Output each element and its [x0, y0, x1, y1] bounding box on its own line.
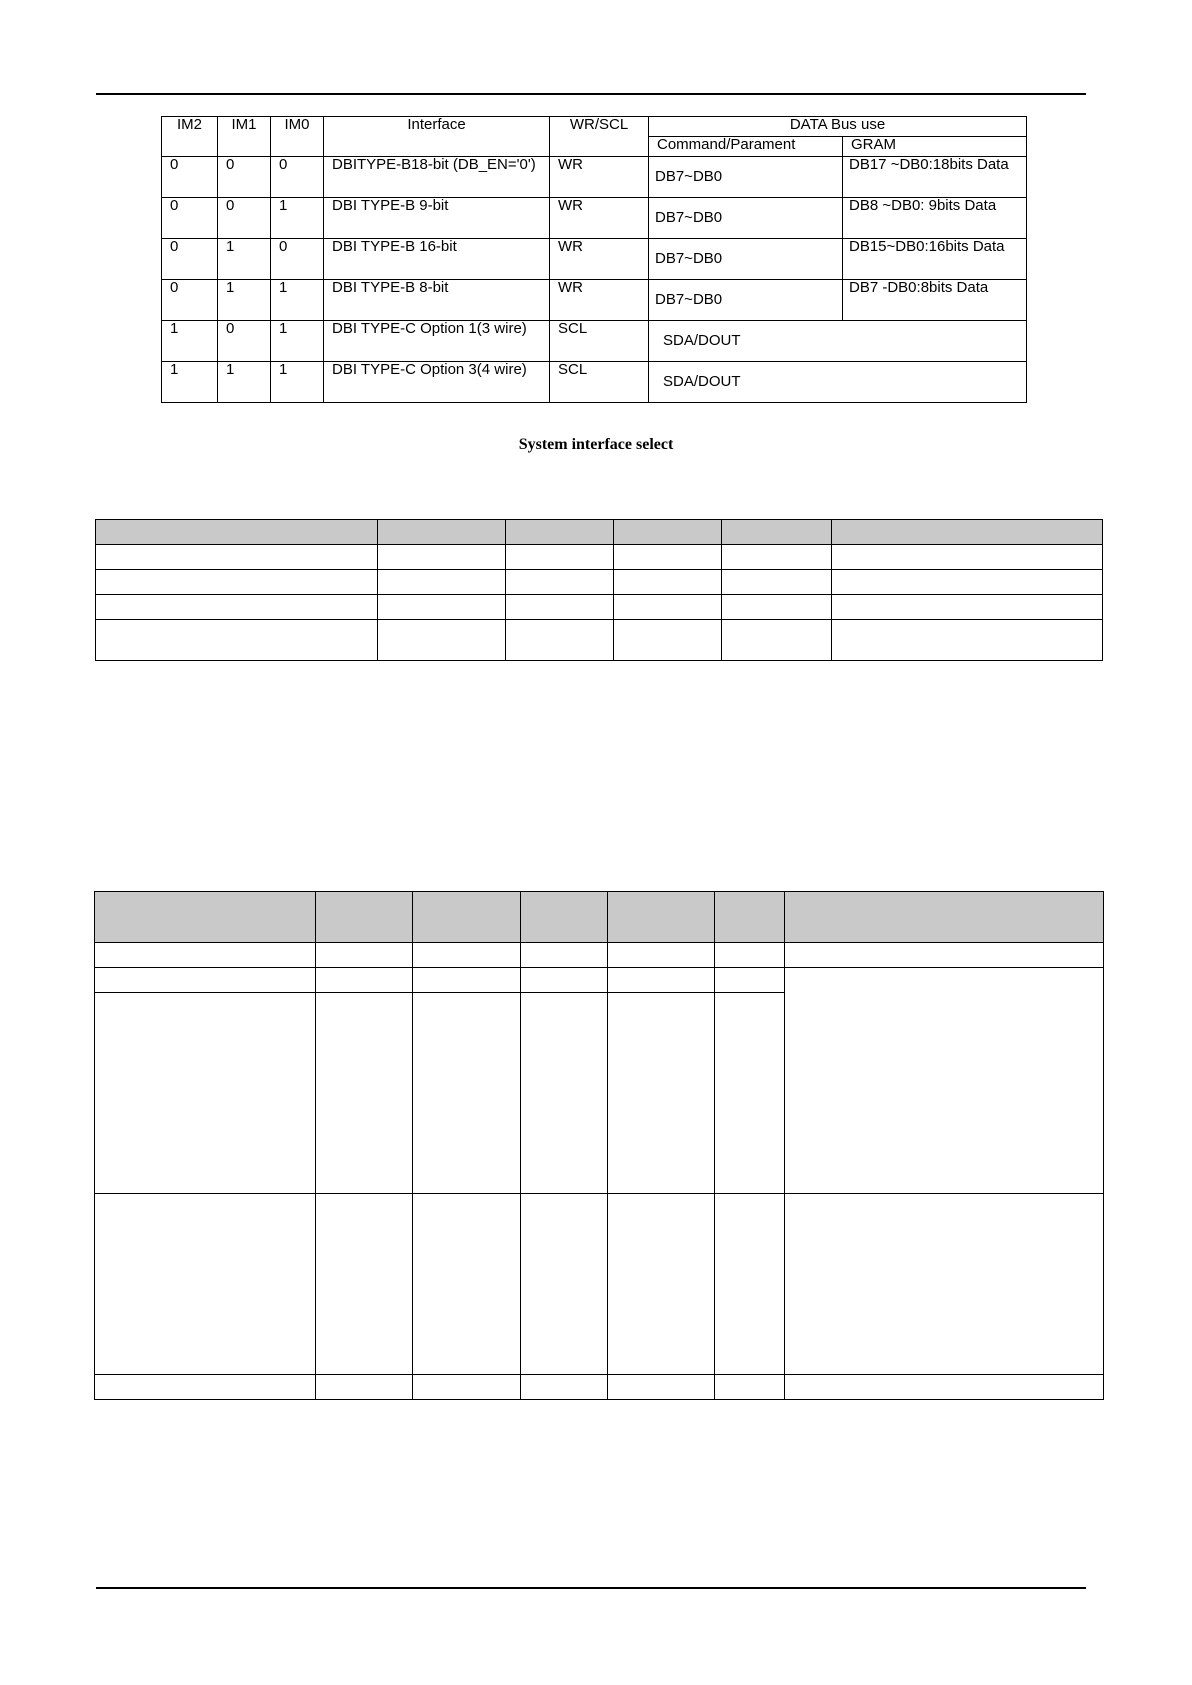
cell-wr-scl: WR — [550, 280, 649, 321]
empty-table-b — [94, 891, 1104, 1400]
table-row — [162, 198, 1027, 239]
cell-im0: 1 — [271, 362, 324, 403]
cell-im0: 1 — [271, 321, 324, 362]
cell-gram: DB17 ~DB0:18bits Data — [843, 157, 1027, 198]
header-data-bus-use: DATA Bus use — [649, 117, 1027, 137]
cell-command: DB7~DB0 — [649, 239, 843, 280]
table-row — [162, 321, 1027, 362]
cell-im2: 0 — [162, 157, 218, 198]
header-im0: IM0 — [271, 117, 324, 157]
cell-im0: 0 — [271, 239, 324, 280]
table-caption: System interface select — [518, 436, 674, 453]
cell-im2: 0 — [162, 239, 218, 280]
cell-im2: 0 — [162, 198, 218, 239]
header-wr-scl: WR/SCL — [550, 117, 649, 157]
cell-wr-scl: WR — [550, 198, 649, 239]
table-header-row — [95, 892, 1104, 943]
table-row — [95, 968, 1104, 993]
cell-gram: DB8 ~DB0: 9bits Data — [843, 198, 1027, 239]
cell-command: DB7~DB0 — [649, 157, 843, 198]
table-row — [95, 1375, 1104, 1400]
cell-wr-scl: SCL — [550, 362, 649, 403]
header-im2: IM2 — [162, 117, 218, 157]
cell-wr-scl: WR — [550, 239, 649, 280]
cell-interface: DBI TYPE-C Option 3(4 wire) — [324, 362, 550, 403]
cell-im0: 0 — [271, 157, 324, 198]
cell-interface: DBI TYPE-B 9-bit — [324, 198, 550, 239]
cell-wr-scl: WR — [550, 157, 649, 198]
table-row — [162, 362, 1027, 403]
cell-interface: DBITYPE-B18-bit (DB_EN='0') — [324, 157, 550, 198]
cell-im1: 0 — [218, 157, 271, 198]
header-command-parament: Command/Parament — [649, 137, 843, 157]
cell-im1: 0 — [218, 198, 271, 239]
cell-command: DB7~DB0 — [649, 198, 843, 239]
table-row — [96, 570, 1103, 595]
cell-im2: 1 — [162, 321, 218, 362]
table-row — [96, 620, 1103, 661]
cell-command: DB7~DB0 — [649, 280, 843, 321]
empty-table-a — [95, 519, 1103, 661]
header-im1: IM1 — [218, 117, 271, 157]
cell-im2: 0 — [162, 280, 218, 321]
header-gram: GRAM — [843, 137, 1027, 157]
cell-im2: 1 — [162, 362, 218, 403]
cell-wr-scl: SCL — [550, 321, 649, 362]
cell-im1: 0 — [218, 321, 271, 362]
top-rule — [96, 93, 1086, 95]
cell-data-bus: SDA/DOUT — [649, 362, 1027, 403]
cell-im0: 1 — [271, 280, 324, 321]
cell-gram: DB7 -DB0:8bits Data — [843, 280, 1027, 321]
cell-im0: 1 — [271, 198, 324, 239]
table-row — [95, 943, 1104, 968]
cell-gram: DB15~DB0:16bits Data — [843, 239, 1027, 280]
cell-interface: DBI TYPE-B 8-bit — [324, 280, 550, 321]
table-row — [96, 545, 1103, 570]
table-header-row — [96, 520, 1103, 545]
bottom-rule — [96, 1587, 1086, 1589]
cell-im1: 1 — [218, 280, 271, 321]
cell-interface: DBI TYPE-C Option 1(3 wire) — [324, 321, 550, 362]
table-row — [162, 239, 1027, 280]
table-row — [162, 280, 1027, 321]
cell-im1: 1 — [218, 239, 271, 280]
table-header-row — [162, 117, 1027, 137]
header-interface: Interface — [324, 117, 550, 157]
table-row — [95, 1194, 1104, 1375]
table-row — [96, 595, 1103, 620]
cell-im1: 1 — [218, 362, 271, 403]
cell-data-bus: SDA/DOUT — [649, 321, 1027, 362]
system-interface-table — [161, 116, 1027, 403]
cell-interface: DBI TYPE-B 16-bit — [324, 239, 550, 280]
table-row — [162, 157, 1027, 198]
